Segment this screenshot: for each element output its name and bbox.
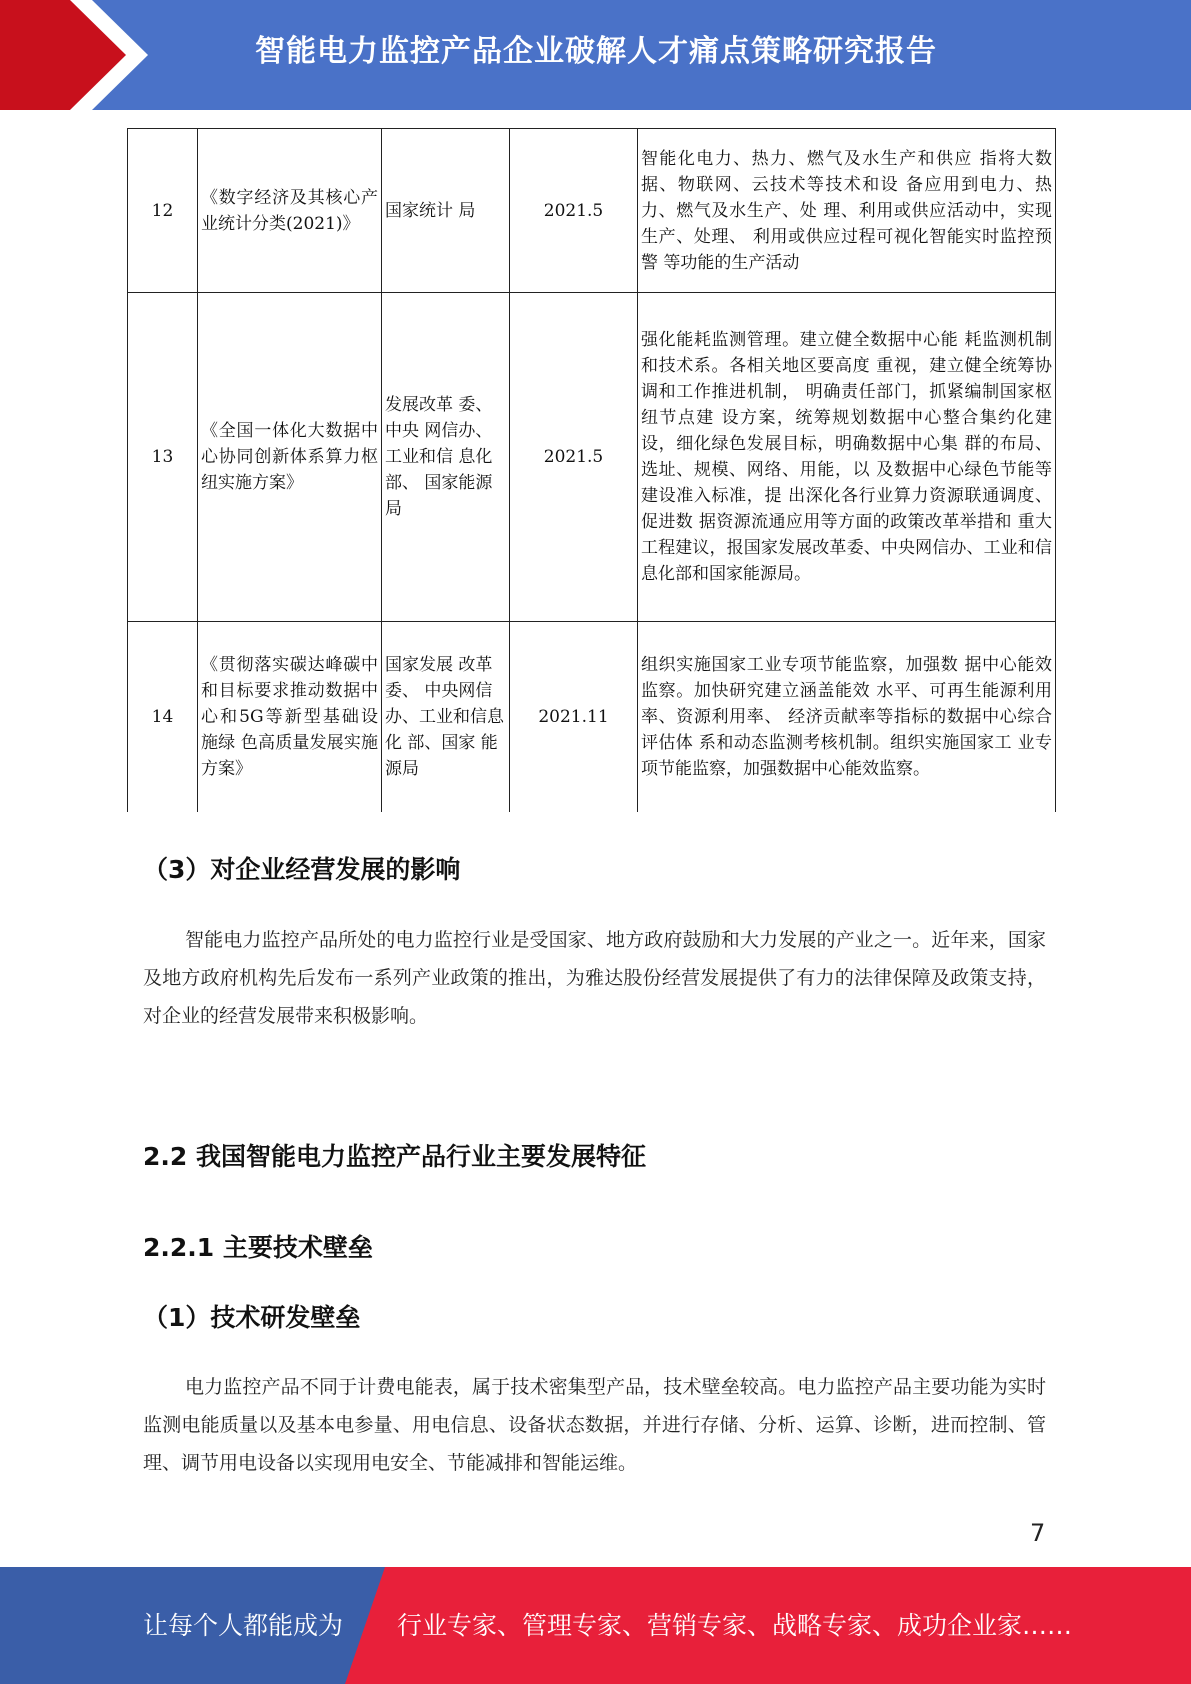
section-2-2-1-heading: 2.2.1 主要技术壁垒 — [143, 1233, 373, 1262]
header-chevron-decoration — [0, 0, 170, 110]
page-number: 7 — [1030, 1519, 1046, 1547]
issuing-department: 国家统计 局 — [382, 129, 510, 293]
rd-barrier-heading: （1）技术研发壁垒 — [143, 1303, 361, 1332]
issue-date: 2021.11 — [510, 622, 638, 812]
table-row — [128, 622, 1056, 812]
policy-content: 组织实施国家工业专项节能监察，加强数 据中心能效监察。加快研究建立涵盖能效 水平、可再生能源利用率、资源利用率、 经济贡献率等指标的数据中心综合评估体 系和动态监测考核机制。组织实施国家工 业专项节能监察，加强数据中心能效监察。 — [638, 622, 1056, 812]
issue-date: 2021.5 — [510, 293, 638, 622]
row-number: 14 — [128, 622, 198, 812]
impact-paragraph: 智能电力监控产品所处的电力监控行业是受国家、地方政府鼓励和大力发展的产业之一。近年来，国家及地方政府机构先后发布一系列产业政策的推出，为雅达股份经营发展提供了有力的法律保障及政策支持，对企业的经营发展带来积极影响。 — [143, 929, 1046, 1027]
footer-slogan-left: 让每个人都能成为 — [143, 1611, 344, 1640]
issue-date: 2021.5 — [510, 129, 638, 293]
policy-name: 《数字经济及其核心产业统计分类(2021)》 — [198, 129, 382, 293]
issuing-department: 国家发展 改革委、 中央网信 办、工业和信息化 部、国家 能源局 — [382, 622, 510, 812]
policy-content: 智能化电力、热力、燃气及水生产和供应 指将大数据、物联网、云技术等技术和设 备应用到电力、热力、燃气及水生产、处 理、利用或供应活动中，实现生产、处理、 利用或供应过程可视化智能实时监控预警 等功能的生产活动 — [638, 129, 1056, 293]
policy-table — [127, 128, 1056, 812]
rd-barrier-paragraph: 电力监控产品不同于计费电能表，属于技术密集型产品，技术壁垒较高。电力监控产品主要功能为实时监测电能质量以及基本电参量、用电信息、设备状态数据，并进行存储、分析、运算、诊断，进而控制、管理、调节用电设备以实现用电安全、节能减排和智能运维。 — [143, 1376, 1046, 1474]
footer-slogan-right: 行业专家、管理专家、营销专家、战略专家、成功企业家…… — [397, 1611, 1073, 1640]
row-number: 13 — [128, 293, 198, 622]
policy-content: 强化能耗监测管理。建立健全数据中心能 耗监测机制和技术系。各相关地区要高度 重视，建立健全统筹协调和工作推进机制， 明确责任部门，抓紧编制国家枢纽节点建 设方案，统筹规划数据中心整合集约化建 设，细化绿色发展目标，明确数据中心集 群的布局、选址、规模、网络、用能，以 及数据中心绿色节能等建设准入标准，提 出深化各行业算力资源联通调度、促进数 据资源流通应用等方面的政策改革举措和 重大工程建议，报国家发展改革委、中央网信办、工业和信息化部和国家能源局。 — [638, 293, 1056, 622]
policy-name: 《贯彻落实碳达峰碳中和目标要求推动数据中心和5G等新型基础设施绿 色高质量发展实施 方案》 — [198, 622, 382, 812]
table-row — [128, 129, 1056, 293]
impact-heading: （3）对企业经营发展的影响 — [143, 855, 461, 884]
page-header — [0, 0, 1191, 110]
page-footer — [0, 1567, 1191, 1684]
table-row — [128, 293, 1056, 622]
section-2-2-heading: 2.2 我国智能电力监控产品行业主要发展特征 — [143, 1142, 646, 1171]
policy-name: 《全国一体化大数据中心协同创新体系算力枢纽实施方案》 — [198, 293, 382, 622]
row-number: 12 — [128, 129, 198, 293]
report-title: 智能电力监控产品企业破解人才痛点策略研究报告 — [255, 34, 937, 69]
issuing-department: 发展改革 委、中央 网信办、工业和信 息化部、 国家能源 局 — [382, 293, 510, 622]
